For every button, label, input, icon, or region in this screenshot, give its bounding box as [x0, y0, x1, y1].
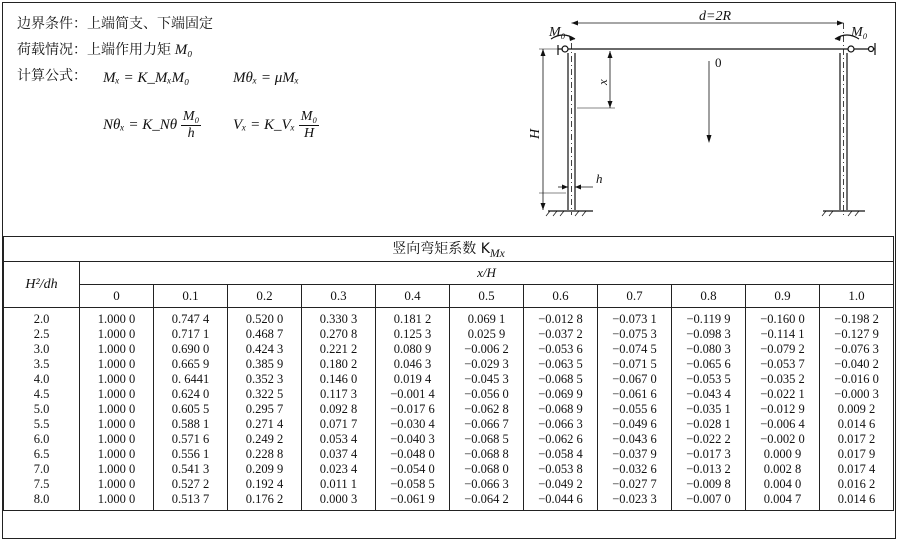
- table-cell: 0.014 6: [820, 417, 894, 432]
- table-cell: 0.004 7: [746, 492, 820, 511]
- table-cell: −0.068 5: [450, 432, 524, 447]
- formula-ntheta-left: Nθₓ = K_Nθ: [103, 116, 178, 133]
- table-cell: −0.048 0: [376, 447, 450, 462]
- table-cell: 0.520 0: [228, 308, 302, 328]
- table-cell: −0.058 4: [524, 447, 598, 462]
- hatch: [848, 211, 852, 216]
- table-cell: 0.071 7: [302, 417, 376, 432]
- table-cell: 1.000 0: [80, 477, 154, 492]
- column-header-row: [4, 285, 894, 308]
- table-cell: 0.322 5: [228, 387, 302, 402]
- column-header: 0.9: [746, 285, 820, 308]
- row-label: 7.0: [4, 462, 80, 477]
- table-cell: 0.209 9: [228, 462, 302, 477]
- table-cell: 0.000 9: [746, 447, 820, 462]
- table-cell: −0.030 4: [376, 417, 450, 432]
- table-cell: 0.017 4: [820, 462, 894, 477]
- table-cell: −0.114 1: [746, 327, 820, 342]
- hatch: [560, 211, 564, 216]
- row-label: 3.5: [4, 357, 80, 372]
- table-cell: −0.198 2: [820, 308, 894, 328]
- table-cell: 0.046 3: [376, 357, 450, 372]
- table-cell: −0.043 4: [672, 387, 746, 402]
- right-support-pin: [869, 47, 874, 52]
- load-symbol: M₀: [174, 42, 193, 58]
- hatch: [582, 211, 586, 216]
- table-cell: −0.071 5: [598, 357, 672, 372]
- table-cell: 0.180 2: [302, 357, 376, 372]
- table-cell: 0.424 3: [228, 342, 302, 357]
- table-cell: 0.004 0: [746, 477, 820, 492]
- hatch: [829, 211, 833, 216]
- table-cell: 0.053 4: [302, 432, 376, 447]
- table-cell: 0.717 1: [154, 327, 228, 342]
- table-cell: 1.000 0: [80, 308, 154, 328]
- hatch: [822, 211, 826, 216]
- formula-mtheta: Mθₓ = μMₓ: [233, 70, 300, 86]
- table-row: [4, 342, 894, 357]
- page-frame: [2, 2, 896, 539]
- table-body: [4, 308, 894, 511]
- table-cell: 0.571 6: [154, 432, 228, 447]
- table-cell: 0.221 2: [302, 342, 376, 357]
- table-cell: −0.058 5: [376, 477, 450, 492]
- load-label: 荷载情况：: [17, 42, 87, 58]
- table-cell: −0.064 2: [450, 492, 524, 511]
- table-cell: −0.062 6: [524, 432, 598, 447]
- row-label: 2.0: [4, 308, 80, 328]
- hatch: [575, 211, 579, 216]
- table-cell: 0.468 7: [228, 327, 302, 342]
- table-cell: −0.037 9: [598, 447, 672, 462]
- table-cell: −0.080 3: [672, 342, 746, 357]
- table-cell: −0.044 6: [524, 492, 598, 511]
- table-cell: 0.017 2: [820, 432, 894, 447]
- table-cell: −0.054 0: [376, 462, 450, 477]
- table-caption-text: 竖向弯矩系数 K: [392, 241, 490, 258]
- table-cell: −0.016 0: [820, 372, 894, 387]
- column-header: 0.5: [450, 285, 524, 308]
- table-row: [4, 432, 894, 447]
- table-cell: −0.027 7: [598, 477, 672, 492]
- table-cell: 0.330 3: [302, 308, 376, 328]
- table-row: [4, 372, 894, 387]
- ntheta-denominator: h: [187, 126, 195, 141]
- table-cell: 1.000 0: [80, 372, 154, 387]
- table-cell: −0.119 9: [672, 308, 746, 328]
- table-cell: 1.000 0: [80, 492, 154, 511]
- table-cell: 0.271 4: [228, 417, 302, 432]
- column-header: 0.6: [524, 285, 598, 308]
- table-cell: −0.035 1: [672, 402, 746, 417]
- table-cell: −0.076 3: [820, 342, 894, 357]
- table-cell: −0.029 3: [450, 357, 524, 372]
- table-cell: −0.000 3: [820, 387, 894, 402]
- table-cell: −0.012 8: [524, 308, 598, 328]
- table-cell: −0.074 5: [598, 342, 672, 357]
- table-cell: −0.022 2: [672, 432, 746, 447]
- column-header: 0.2: [228, 285, 302, 308]
- table-cell: 1.000 0: [80, 387, 154, 402]
- table-caption: [4, 237, 894, 262]
- table-cell: 0.690 0: [154, 342, 228, 357]
- table-cell: −0.068 8: [450, 447, 524, 462]
- table-cell: 0.014 6: [820, 492, 894, 511]
- table-cell: −0.040 3: [376, 432, 450, 447]
- table-cell: −0.012 9: [746, 402, 820, 417]
- table-cell: −0.079 2: [746, 342, 820, 357]
- table-cell: −0.075 3: [598, 327, 672, 342]
- table-row: [4, 402, 894, 417]
- table-row: [4, 327, 894, 342]
- table-cell: 0.605 5: [154, 402, 228, 417]
- column-header: 0: [80, 285, 154, 308]
- table-cell: −0.002 0: [746, 432, 820, 447]
- column-header: 0.7: [598, 285, 672, 308]
- table-cell: −0.068 0: [450, 462, 524, 477]
- column-header: 0.3: [302, 285, 376, 308]
- hatch: [553, 211, 557, 216]
- table-cell: 1.000 0: [80, 432, 154, 447]
- table-cell: −0.032 6: [598, 462, 672, 477]
- table-cell: −0.006 2: [450, 342, 524, 357]
- table-cell: −0.066 7: [450, 417, 524, 432]
- table-cell: 0.385 9: [228, 357, 302, 372]
- row-label: 5.0: [4, 402, 80, 417]
- table-cell: −0.053 6: [524, 342, 598, 357]
- table-cell: 0.192 4: [228, 477, 302, 492]
- row-label: 8.0: [4, 492, 80, 511]
- table-cell: 1.000 0: [80, 342, 154, 357]
- table-cell: −0.009 8: [672, 477, 746, 492]
- table-cell: −0.023 3: [598, 492, 672, 511]
- table-cell: 0.270 8: [302, 327, 376, 342]
- table-cell: 1.000 0: [80, 462, 154, 477]
- column-header: 0.8: [672, 285, 746, 308]
- table-cell: 0.125 3: [376, 327, 450, 342]
- table-cell: 0.016 2: [820, 477, 894, 492]
- column-header: 0.1: [154, 285, 228, 308]
- table-cell: 1.000 0: [80, 447, 154, 462]
- table-cell: −0.065 6: [672, 357, 746, 372]
- table-cell: −0.069 9: [524, 387, 598, 402]
- table-cell: 0.527 2: [154, 477, 228, 492]
- table-cell: −0.127 9: [820, 327, 894, 342]
- row-header: H²/dh: [4, 262, 80, 308]
- table-cell: −0.053 5: [672, 372, 746, 387]
- center-arrow-head: [707, 135, 712, 143]
- h-arrow-left: [562, 185, 568, 190]
- table-cell: 1.000 0: [80, 327, 154, 342]
- row-label: 6.0: [4, 432, 80, 447]
- m0-right-label: M₀: [851, 25, 868, 40]
- table-cell: −0.056 0: [450, 387, 524, 402]
- table-cell: 0.556 1: [154, 447, 228, 462]
- table-cell: −0.037 2: [524, 327, 598, 342]
- table-cell: 0.176 2: [228, 492, 302, 511]
- table-cell: 0.002 8: [746, 462, 820, 477]
- boundary-value: 上端简支、下端固定: [87, 16, 213, 32]
- table-caption-sub: Mx: [489, 246, 505, 260]
- table-cell: 0.019 4: [376, 372, 450, 387]
- table-row: [4, 387, 894, 402]
- table-cell: −0.007 0: [672, 492, 746, 511]
- table-cell: 0.092 8: [302, 402, 376, 417]
- table-cell: 0.624 0: [154, 387, 228, 402]
- table-cell: −0.073 1: [598, 308, 672, 328]
- d-label: d=2R: [699, 9, 731, 24]
- table-cell: 0.513 7: [154, 492, 228, 511]
- d-arrow-left: [572, 21, 579, 26]
- boundary-label: 边界条件：: [17, 16, 87, 32]
- center-zero-label: 0: [715, 55, 722, 70]
- table-cell: 1.000 0: [80, 357, 154, 372]
- table-row: [4, 308, 894, 328]
- table-cell: −0.001 4: [376, 387, 450, 402]
- table-cell: −0.067 0: [598, 372, 672, 387]
- table-cell: −0.022 1: [746, 387, 820, 402]
- row-label: 4.5: [4, 387, 80, 402]
- table-cell: −0.049 6: [598, 417, 672, 432]
- row-label: 5.5: [4, 417, 80, 432]
- d-arrow-right: [837, 21, 844, 26]
- table-cell: −0.045 3: [450, 372, 524, 387]
- table-row: [4, 447, 894, 462]
- H-arrow-bottom: [541, 203, 546, 210]
- table-cell: −0.049 2: [524, 477, 598, 492]
- column-header: 1.0: [820, 285, 894, 308]
- table-cell: −0.063 5: [524, 357, 598, 372]
- table-cell: −0.061 6: [598, 387, 672, 402]
- table-cell: −0.028 1: [672, 417, 746, 432]
- table-cell: 0.228 8: [228, 447, 302, 462]
- H-arrow-top: [541, 49, 546, 56]
- table-cell: 0.541 3: [154, 462, 228, 477]
- row-label: 3.0: [4, 342, 80, 357]
- table-cell: −0.055 6: [598, 402, 672, 417]
- table-cell: 0.069 1: [450, 308, 524, 328]
- table-cell: 0.588 1: [154, 417, 228, 432]
- table-cell: 0. 6441: [154, 372, 228, 387]
- row-label: 6.5: [4, 447, 80, 462]
- table-row: [4, 492, 894, 511]
- vx-denominator: H: [303, 126, 315, 141]
- load-value: 上端作用力矩: [87, 42, 171, 58]
- table-cell: −0.053 7: [746, 357, 820, 372]
- table-cell: −0.013 2: [672, 462, 746, 477]
- table-cell: 0.037 4: [302, 447, 376, 462]
- table-cell: −0.053 8: [524, 462, 598, 477]
- H-label: H: [528, 128, 543, 139]
- table-cell: 0.117 3: [302, 387, 376, 402]
- right-hinge: [848, 46, 854, 52]
- row-label: 2.5: [4, 327, 80, 342]
- ntheta-numerator: M₀: [182, 109, 200, 124]
- table-cell: −0.068 9: [524, 402, 598, 417]
- table-cell: 0.000 3: [302, 492, 376, 511]
- table-cell: 0.352 3: [228, 372, 302, 387]
- table-row: [4, 417, 894, 432]
- row-label: 4.0: [4, 372, 80, 387]
- formula-mx: Mₓ = K_MₓM₀: [103, 70, 190, 86]
- table-cell: −0.035 2: [746, 372, 820, 387]
- table-cell: 1.000 0: [80, 417, 154, 432]
- x-arrow-top: [608, 51, 613, 58]
- vx-numerator: M₀: [300, 109, 318, 124]
- hatch: [855, 211, 859, 216]
- table-cell: 0.023 4: [302, 462, 376, 477]
- column-header: 0.4: [376, 285, 450, 308]
- table-cell: 0.747 4: [154, 308, 228, 328]
- formula-vx-left: Vₓ = K_Vₓ: [233, 116, 295, 133]
- x-arrow-bottom: [608, 101, 613, 108]
- table-cell: −0.061 9: [376, 492, 450, 511]
- m0-left-label: M₀: [549, 25, 566, 40]
- header-section: [3, 3, 894, 237]
- x-label: x: [595, 79, 610, 85]
- table-cell: −0.062 8: [450, 402, 524, 417]
- table-row: [4, 462, 894, 477]
- formula-label: 计算公式：: [17, 68, 87, 84]
- table-cell: −0.066 3: [450, 477, 524, 492]
- table-cell: −0.066 3: [524, 417, 598, 432]
- table-row: [4, 477, 894, 492]
- table-cell: 0.146 0: [302, 372, 376, 387]
- table-cell: −0.160 0: [746, 308, 820, 328]
- table-cell: −0.017 3: [672, 447, 746, 462]
- hatch: [546, 211, 550, 216]
- table-cell: −0.017 6: [376, 402, 450, 417]
- cylinder-diagram: [3, 3, 894, 236]
- table-cell: 0.181 2: [376, 308, 450, 328]
- moment-coefficient-table: [3, 236, 894, 511]
- table-cell: 0.080 9: [376, 342, 450, 357]
- table-cell: 0.249 2: [228, 432, 302, 447]
- table-cell: −0.068 5: [524, 372, 598, 387]
- table-cell: 1.000 0: [80, 402, 154, 417]
- table-cell: 0.025 9: [450, 327, 524, 342]
- table-cell: −0.043 6: [598, 432, 672, 447]
- table-cell: −0.098 3: [672, 327, 746, 342]
- table-cell: 0.011 1: [302, 477, 376, 492]
- table-cell: 0.017 9: [820, 447, 894, 462]
- table-cell: −0.006 4: [746, 417, 820, 432]
- table-cell: 0.295 7: [228, 402, 302, 417]
- table-cell: 0.665 9: [154, 357, 228, 372]
- table-row: [4, 357, 894, 372]
- table-cell: −0.040 2: [820, 357, 894, 372]
- x-header: x/H: [80, 262, 894, 285]
- h-arrow-right: [575, 185, 581, 190]
- table-cell: 0.009 2: [820, 402, 894, 417]
- h-label: h: [596, 171, 603, 186]
- row-label: 7.5: [4, 477, 80, 492]
